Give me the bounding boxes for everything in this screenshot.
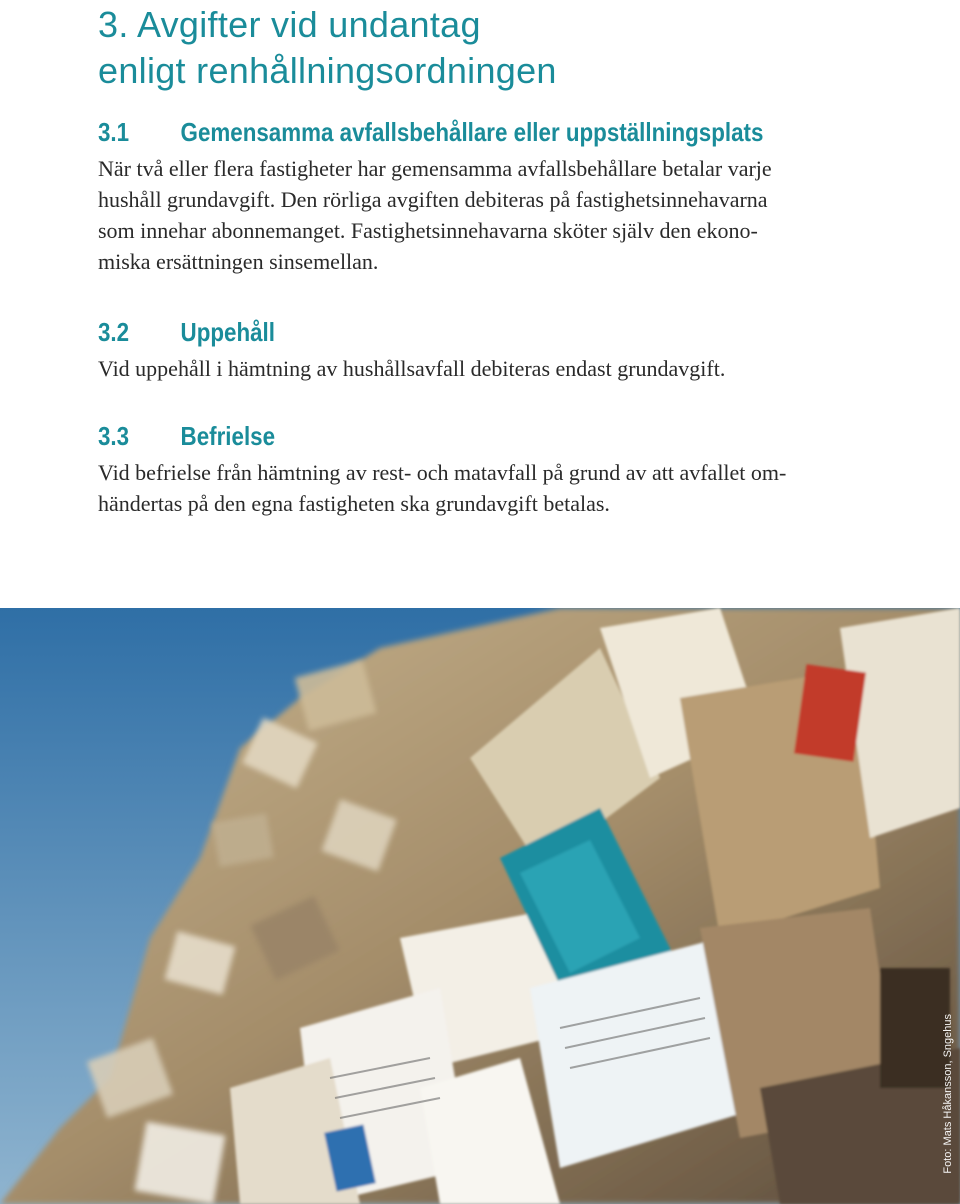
section-body-3-2 [98, 353, 725, 384]
section-title: Uppehåll [180, 317, 275, 347]
section-title: Befrielse [180, 421, 276, 451]
body-line: När två eller flera fastigheter har gemensamma avfallsbehållare betalar varje [98, 156, 772, 181]
body-line: som innehar abonnemanget. Fastighetsinnehavarna sköter själv den ekono- [98, 218, 758, 243]
section-number: 3.1 [98, 117, 130, 147]
section-title: Gemensamma avfallsbehållare eller uppställningsplats [180, 117, 764, 147]
section-heading-3-1 [98, 117, 763, 147]
body-line: händertas på den egna fastigheten ska grundavgift betalas. [98, 491, 610, 516]
section-heading-3-3 [98, 421, 275, 451]
body-line: Vid befrielse från hämtning av rest- och matavfall på grund av att avfallet om- [98, 460, 787, 485]
body-line: miska ersättningen sinsemellan. [98, 249, 379, 274]
body-line: hushåll grundavgift. Den rörliga avgiften debiteras på fastighetsinnehavarna [98, 187, 768, 212]
body-line: Vid uppehåll i hämtning av hushållsavfall debiteras endast grundavgift. [98, 356, 726, 381]
photo-credit: Foto: Mats Håkansson, Sngehus [942, 1014, 954, 1174]
section-number: 3.2 [98, 317, 130, 347]
chapter-title [98, 2, 557, 94]
section-body-3-3 [98, 457, 786, 519]
waste-paper-photo [0, 608, 960, 1204]
section-heading-3-2 [98, 317, 275, 347]
section-number: 3.3 [98, 421, 130, 451]
chapter-title-line-1: 3. Avgifter vid undantag [98, 4, 481, 45]
chapter-title-line-2: enligt renhållningsordningen [98, 50, 557, 91]
section-body-3-1 [98, 153, 772, 277]
photo-illustration [0, 608, 960, 1204]
